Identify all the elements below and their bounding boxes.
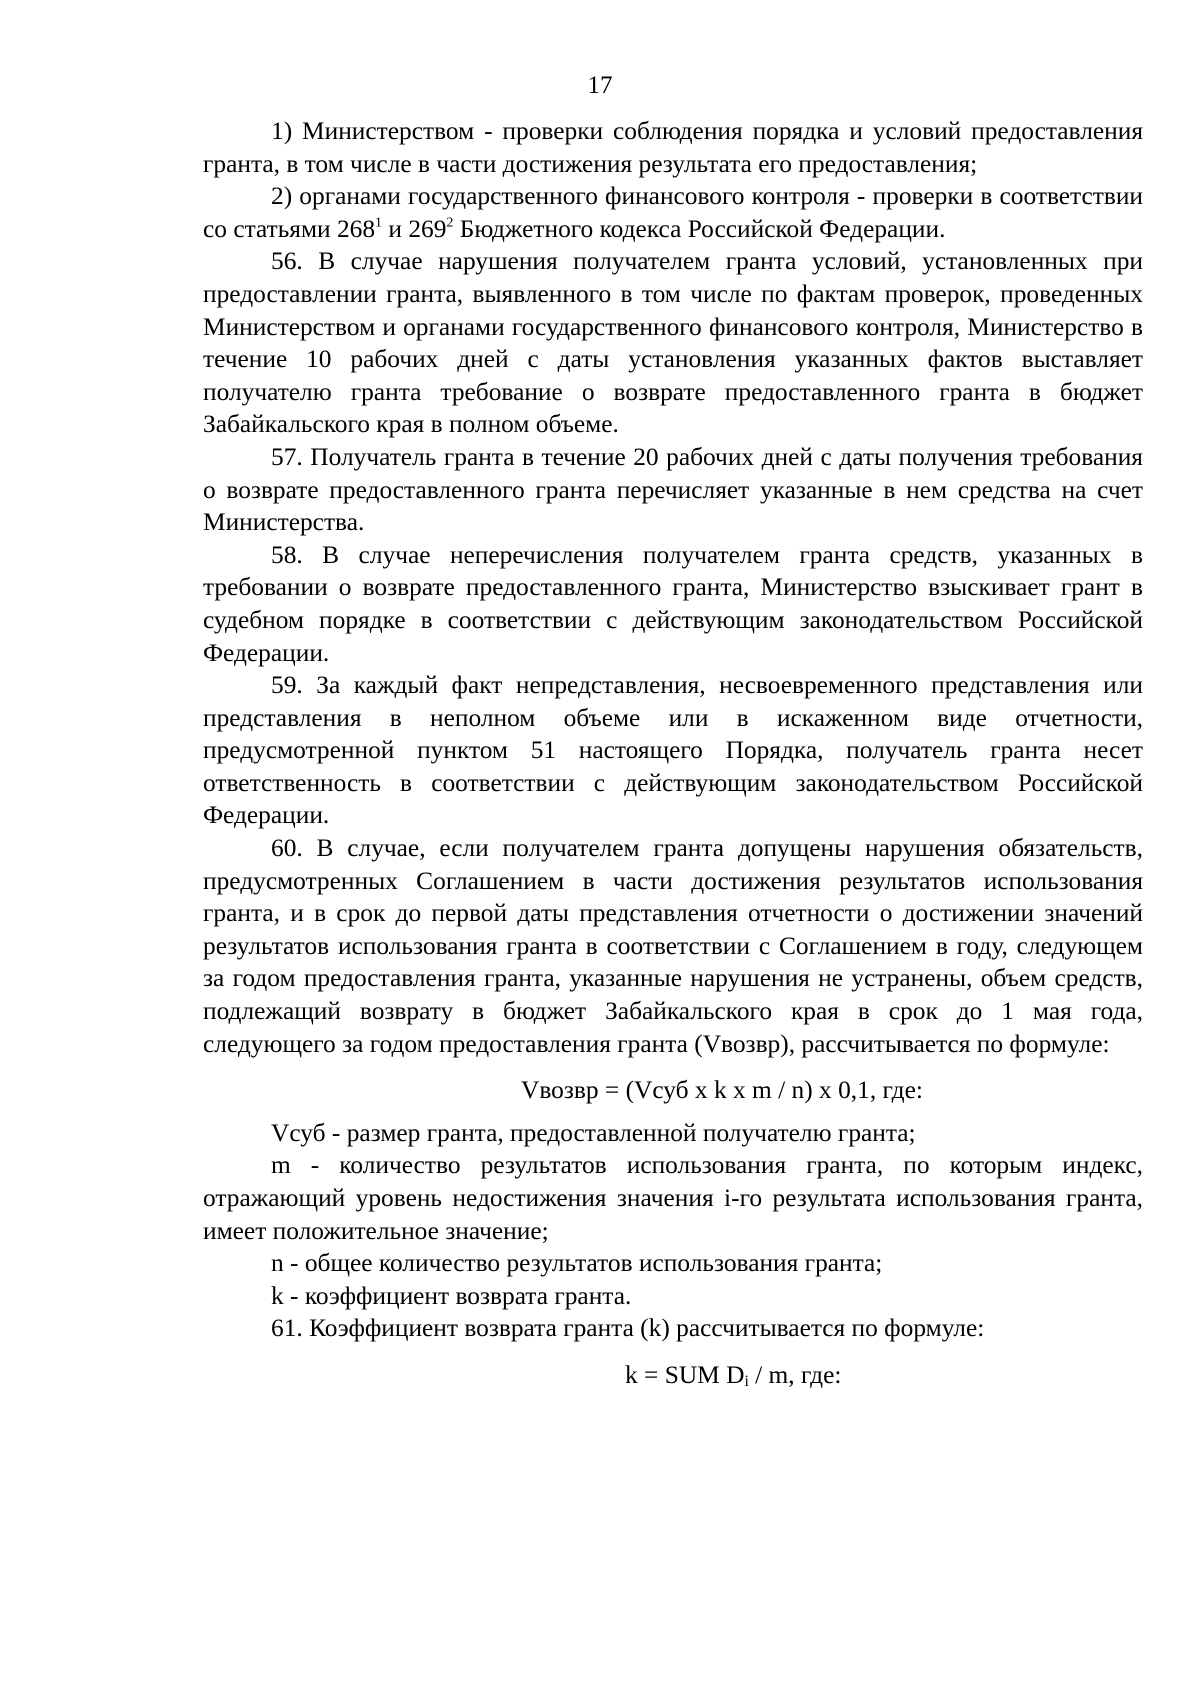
- paragraph-58: 58. В случае неперечисления получателем гранта средств, указанных в требовании о возврате предоставленного гранта, Министерство взыскивает грант в судебном порядке в соответствии с действующим законодательством Российской Федерации.: [203, 540, 1143, 667]
- paragraph-item-2-text-b: и 269: [382, 214, 447, 243]
- definition-n: n - общее количество результатов использования гранта;: [271, 1249, 883, 1278]
- definition-m: m - количество результатов использования гранта, по которым индекс, отражающий уровень недостижения значения i-го результата использования гранта, имеет положительное значение;: [203, 1151, 1143, 1245]
- paragraph-56: 56. В случае нарушения получателем гранта условий, установленных при предоставлении гранта, выявленного в том числе по фактам проверок, проведенных Министерством и органами государственного финансового контроля, Министерство в течение 10 рабочих дней с даты установления указанных фактов выставляет получателю гранта требование о возврате предоставленного гранта в бюджет Забайкальского края в полном объеме.: [203, 247, 1143, 439]
- paragraph-57: 57. Получатель гранта в течение 20 рабочих дней с даты получения требования о возврате предоставленного гранта перечисляет указанные в нем средства на счет Министерства.: [203, 442, 1143, 537]
- formula-coefficient-subscript: i: [744, 1373, 749, 1391]
- page-number: 17: [587, 72, 613, 99]
- paragraph-61: 61. Коэффициент возврата гранта (k) рассчитывается по формуле:: [271, 1314, 985, 1343]
- formula-coefficient: [203, 1359, 1143, 1392]
- formula-coefficient-text-a: k = SUM D: [625, 1360, 745, 1389]
- definition-vsub: Vсуб - размер гранта, предоставленной получателю гранта;: [271, 1118, 916, 1147]
- paragraph-item-1: 1) Министерством - проверки соблюдения порядка и условий предоставления гранта, в том числе в части достижения результата его предоставления;: [203, 117, 1143, 178]
- article-269-superscript: 2: [446, 215, 454, 231]
- paragraph-59: 59. За каждый факт непредставления, несвоевременного представления или представления в неполном объеме или в искаженном виде отчетности, предусмотренной пунктом 51 настоящего Порядка, получатель гранта несет ответственность в соответствии с действующим законодательством Российской Федерации.: [203, 671, 1143, 830]
- formula-return-volume: Vвозвр = (Vсуб x k x m / n) x 0,1, где:: [521, 1076, 923, 1105]
- document-body: [203, 115, 1143, 1392]
- paragraph-item-2-text-c: Бюджетного кодекса Российской Федерации.: [453, 214, 946, 243]
- article-268-superscript: 1: [375, 215, 383, 231]
- formula-coefficient-text-b: / m, где:: [748, 1360, 842, 1389]
- paragraph-item-2-text-a: 2) органами государственного финансового контроля - проверки в соответствии со статьями 268: [203, 182, 1143, 243]
- paragraph-60: 60. В случае, если получателем гранта допущены нарушения обязательств, предусмотренных Соглашением в части достижения результатов использования гранта, и в срок до первой даты представления отчетности о достижении значений результатов использования гранта в соответствии с Соглашением в году, следующем за годом предоставления гранта, указанные нарушения не устранены, объем средств, подлежащий возврату в бюджет Забайкальского края в срок до 1 мая года, следующего за годом предоставления гранта (Vвозвр), рассчитывается по формуле:: [203, 834, 1143, 1058]
- definition-k: k - коэффициент возврата гранта.: [271, 1281, 632, 1310]
- paragraph-item-2: [203, 180, 1143, 245]
